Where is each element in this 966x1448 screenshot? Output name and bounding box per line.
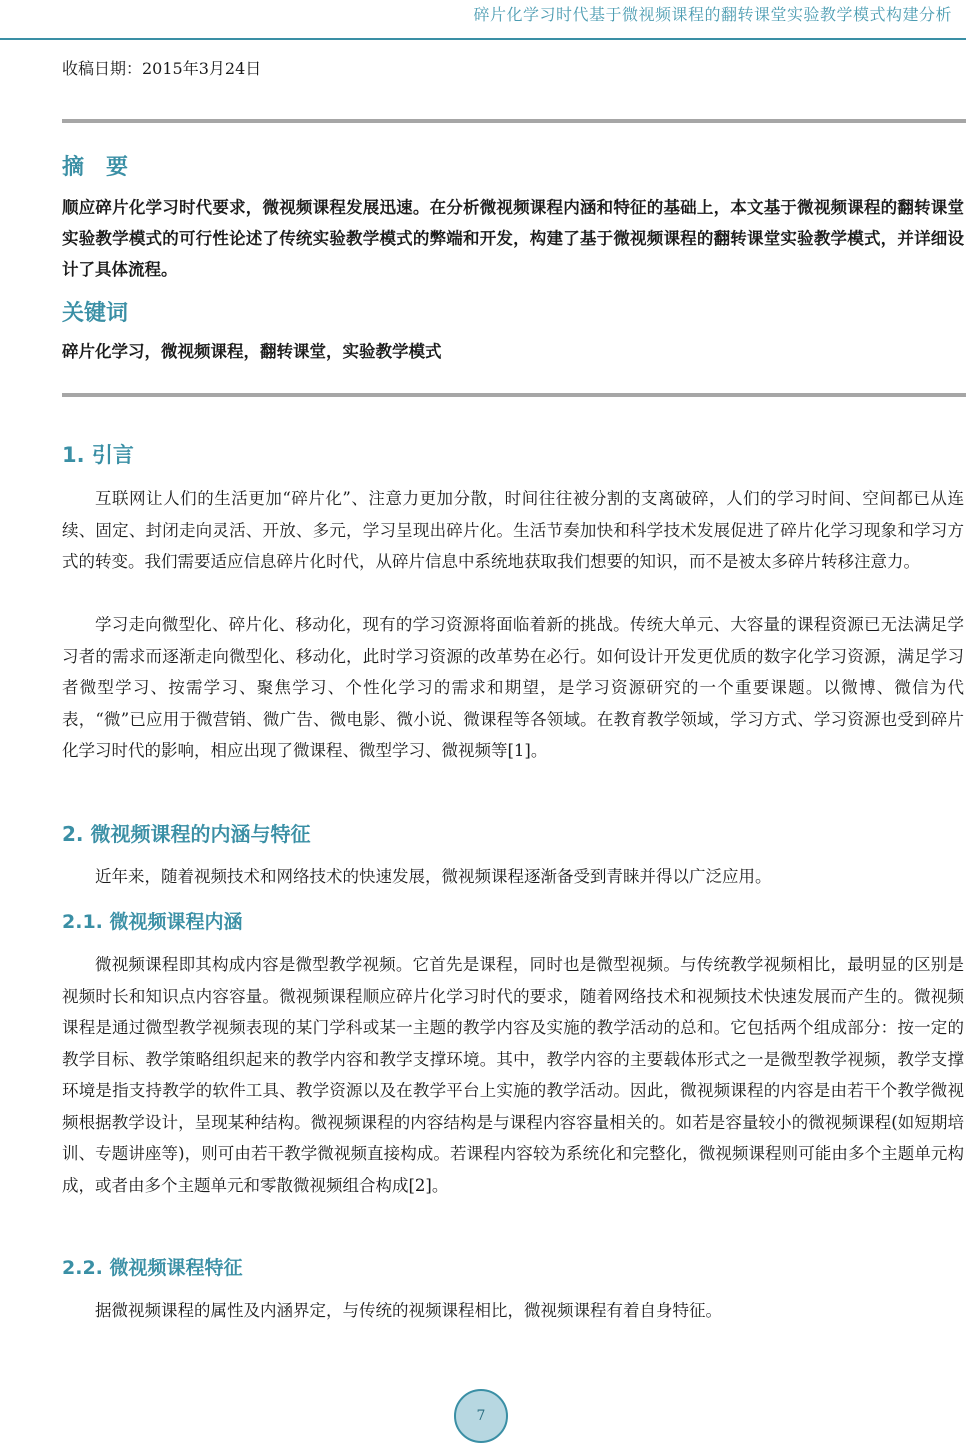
section-1-paragraph-2: 学习走向微型化、碎片化、移动化，现有的学习资源将面临着新的挑战。传统大单元、大容量的课程资源已无法满足学习者的需求而逐渐走向微型化、移动化，此时学习资源的改革势在必行。如何设计开发更优质的数字化学习资源，满足学习者微型学习、按需学习、聚焦学习、个性化学习的需求和期望，是学习资源研究的一个重要课题。以微博、微信为代表，“微”已应用于微营销、微广告、微电影、微小说、微课程等各领域。在教育教学领域，学习方式、学习资源也受到碎片化学习时代的影响，相应出现了微课程、微型学习、微视频等[1]。 <box>62 615 964 760</box>
section-1-heading: 1. 引言 <box>62 443 134 467</box>
section-2-1-paragraph-1: 微视频课程即其构成内容是微型教学视频。它首先是课程，同时也是微型视频。与传统教学视频相比，最明显的区别是视频时长和知识点内容容量。微视频课程顺应碎片化学习时代的要求，随着网络技术和视频技术快速发展而产生的。微视频课程是通过微型教学视频表现的某门学科或某一主题的教学内容及实施的教学活动的总和。它包括两个组成部分：按一定的教学目标、教学策略组织起来的教学内容和教学支撑环境。其中，教学内容的主要载体形式之一是微型教学视频，教学支撑环境是指支持教学的软件工具、教学资源以及在教学平台上实施的教学活动。因此，微视频课程的内容是由若干个教学微视频根据教学设计，呈现某种结构。微视频课程的内容结构是与课程内容容量相关的。如若是容量较小的微视频课程(如短期培训、专题讲座等)，则可由若干教学微视频直接构成。若课程内容较为系统化和完整化，微视频课程则可能由多个主题单元构成，或者由多个主题单元和零散微视频组合构成[2]。 <box>62 955 964 1195</box>
section-2-2-paragraph-1: 据微视频课程的属性及内涵界定，与传统的视频课程相比，微视频课程有着自身特征。 <box>95 1301 722 1320</box>
section-2-paragraph-1: 近年来，随着视频技术和网络技术的快速发展，微视频课程逐渐备受到青睐并得以广泛应用。 <box>95 867 772 886</box>
page-number: 7 <box>476 1408 486 1424</box>
section-2-2-heading: 2.2. 微视频课程特征 <box>62 1257 243 1279</box>
divider-top <box>62 119 966 123</box>
section-2-1-heading: 2.1. 微视频课程内涵 <box>62 911 243 933</box>
keywords-text: 碎片化学习，微视频课程，翻转课堂，实验教学模式 <box>62 342 442 361</box>
divider-bottom <box>62 393 966 397</box>
abstract-heading: 摘 要 <box>62 155 129 180</box>
page-number-badge <box>454 1389 508 1443</box>
running-title: 碎片化学习时代基于微视频课程的翻转课堂实验教学模式构建分析 <box>473 5 952 24</box>
keywords-heading: 关键词 <box>62 301 129 326</box>
section-2-heading: 2. 微视频课程的内涵与特征 <box>62 822 311 846</box>
abstract-text: 顺应碎片化学习时代要求，微视频课程发展迅速。在分析微视频课程内涵和特征的基础上，本文基于微视频课程的翻转课堂实验教学模式的可行性论述了传统实验教学模式的弊端和开发，构建了基于微视频课程的翻转课堂实验教学模式，并详细设计了具体流程。 <box>62 198 964 279</box>
running-header <box>0 0 966 40</box>
received-date: 收稿日期：2015年3月24日 <box>62 59 262 78</box>
section-1-paragraph-1: 互联网让人们的生活更加“碎片化”、注意力更加分散，时间往往被分割的支离破碎，人们的学习时间、空间都已从连续、固定、封闭走向灵活、开放、多元，学习呈现出碎片化。生活节奏加快和科学技术发展促进了碎片化学习现象和学习方式的转变。我们需要适应信息碎片化时代，从碎片信息中系统地获取我们想要的知识，而不是被太多碎片转移注意力。 <box>62 489 964 571</box>
